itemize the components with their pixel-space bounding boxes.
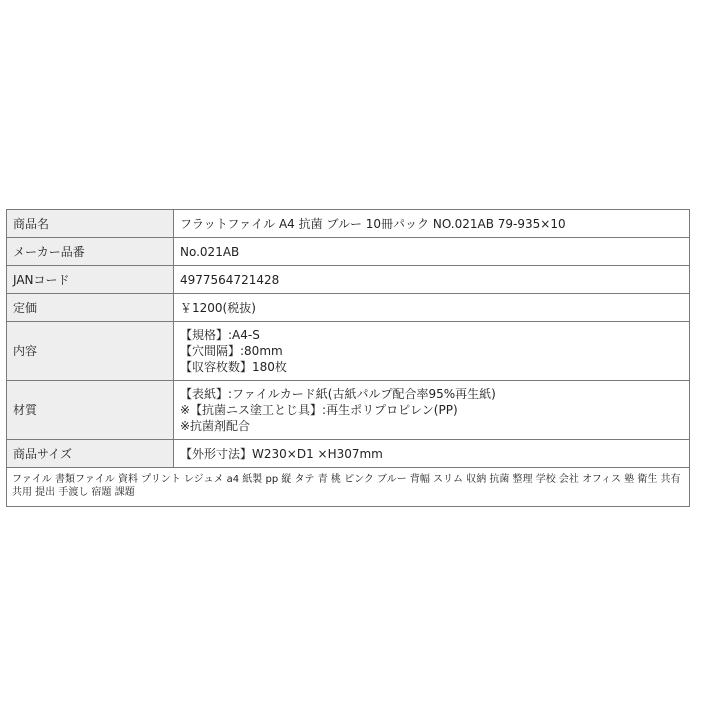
- spec-value-line: 【表紙】:ファイルカード紙(古紙パルプ配合率95%再生紙): [180, 387, 496, 401]
- spec-value-line: 【穴間隔】:80mm: [180, 344, 283, 358]
- spec-label-list-price: 定価: [7, 294, 174, 322]
- spec-value-material: [174, 381, 690, 440]
- product-spec-table: [6, 209, 690, 507]
- spec-value-line: フラットファイル A4 抗菌 ブルー 10冊パック NO.021AB 79-935×10: [180, 216, 566, 231]
- spec-row-list-price: [7, 294, 690, 322]
- spec-value-product-name: [174, 210, 690, 238]
- spec-value-line: 4977564721428: [180, 272, 280, 287]
- spec-value-line: No.021AB: [180, 244, 240, 259]
- spec-value-line: ￥1200(税抜): [180, 300, 256, 315]
- spec-row-keywords: [7, 468, 690, 507]
- spec-value-product-size: [174, 440, 690, 468]
- spec-value-line: ※抗菌剤配合: [180, 419, 251, 433]
- spec-label-maker-part-number: メーカー品番: [7, 238, 174, 266]
- spec-row-product-name: [7, 210, 690, 238]
- spec-value-line: 【外形寸法】W230×D1 ×H307mm: [180, 446, 383, 461]
- spec-value-jan-code: [174, 266, 690, 294]
- spec-value-line: 【規格】:A4-S: [180, 328, 260, 342]
- spec-value-contents: [174, 322, 690, 381]
- spec-label-product-name: 商品名: [7, 210, 174, 238]
- spec-label-product-size: 商品サイズ: [7, 440, 174, 468]
- spec-row-product-size: [7, 440, 690, 468]
- spec-value-maker-part-number: [174, 238, 690, 266]
- spec-label-material: 材質: [7, 381, 174, 440]
- spec-row-maker-part-number: [7, 238, 690, 266]
- spec-row-material: [7, 381, 690, 440]
- spec-value-line: 【収容枚数】180枚: [180, 360, 287, 374]
- spec-label-jan-code: JANコード: [7, 266, 174, 294]
- spec-label-contents: 内容: [7, 322, 174, 381]
- spec-value-line: ※【抗菌ニス塗工とじ具】:再生ポリプロピレン(PP): [180, 403, 458, 417]
- spec-row-jan-code: [7, 266, 690, 294]
- keyword-tags: ファイル 書類ファイル 資料 プリント レジュメ a4 紙製 pp 縦 タテ 青 桃 ピンク ブルー 背幅 スリム 収納 抗菌 整理 学校 会社 オフィス 塾 衛生 共有 共用 提出 手渡し 宿題 課題: [7, 468, 690, 507]
- spec-value-list-price: [174, 294, 690, 322]
- spec-row-contents: [7, 322, 690, 381]
